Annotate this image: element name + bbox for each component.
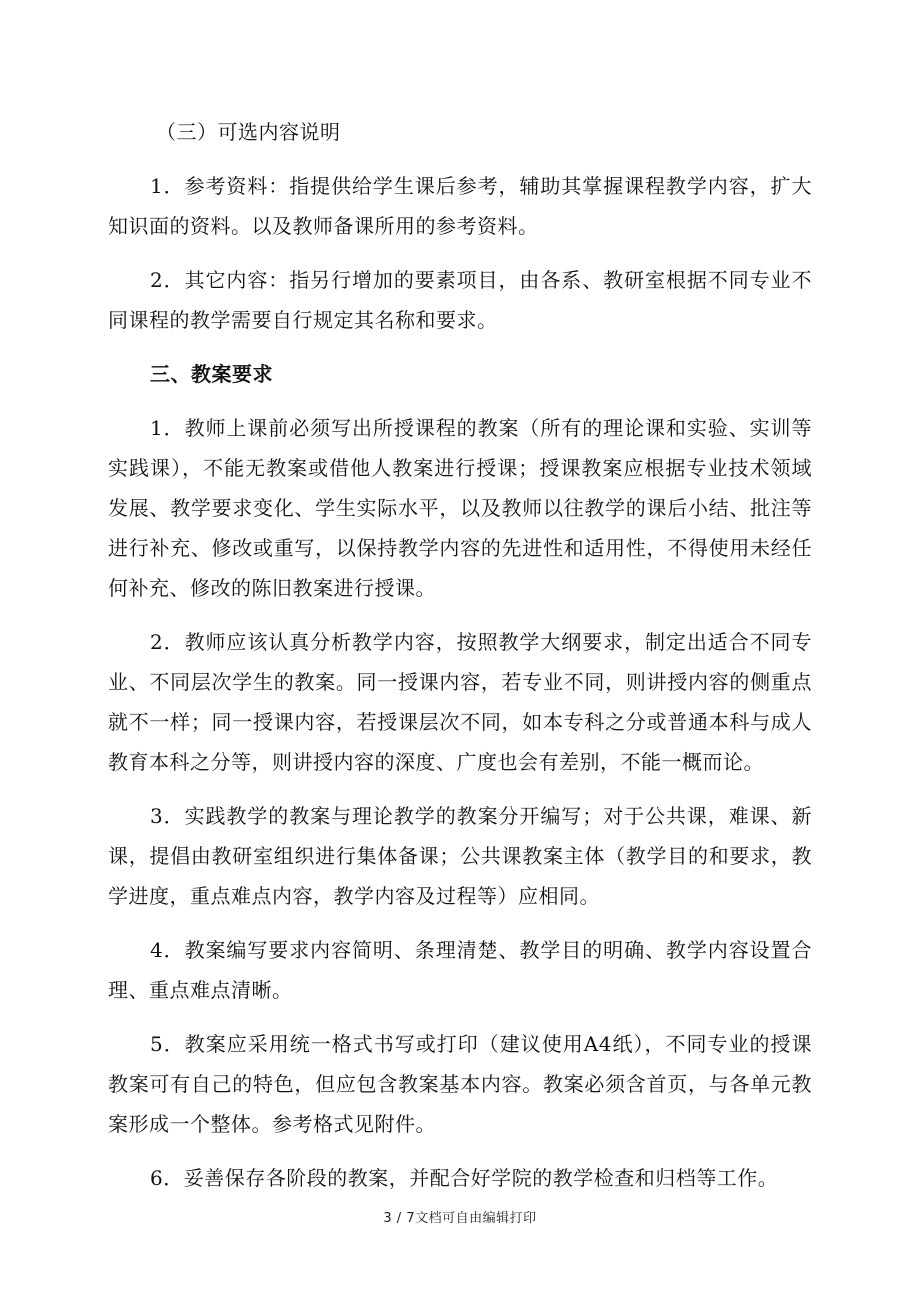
section-main-title: 三、教案要求 [150,362,273,386]
requirement-item-3: 3．实践教学的教案与理论教学的教案分开编写；对于公共课，难课、新课，提倡由教研室组织进行集体备课；公共课教案主体（教学目的和要求，教学进度，重点难点内容，教学内容及过程等）应相同。 [108,804,812,908]
optional-item-references: 1．参考资料：指提供给学生课后参考，辅助其掌握课程教学内容，扩大知识面的资料。以及教师备课所用的参考资料。 [108,174,812,238]
section-optional-title: （三）可选内容说明 [156,120,341,144]
document-body [108,112,812,1198]
requirement-item-2: 2．教师应该认真分析教学内容，按照教学大纲要求，制定出适合不同专业、不同层次学生的教案。同一授课内容，若专业不同，则讲授内容的侧重点就不一样；同一授课内容，若授课层次不同，如本专科之分或普通本科与成人教育本科之分等，则讲授内容的深度、广度也会有差别，不能一概而论。 [108,630,812,774]
requirement-item-1: 1．教师上课前必须写出所授课程的教案（所有的理论课和实验、实训等实践课），不能无教案或借他人教案进行授课；授课教案应根据专业技术领域发展、教学要求变化、学生实际水平，以及教师以往教学的课后小结、批注等进行补充、修改或重写，以保持教学内容的先进性和适用性，不得使用未经任何补充、修改的陈旧教案进行授课。 [108,416,812,600]
requirement-item-6: 6．妥善保存各阶段的教案，并配合好学院的教学检查和归档等工作。 [150,1166,779,1190]
optional-item-other: 2．其它内容：指另行增加的要素项目，由各系、教研室根据不同专业不同课程的教学需要自行规定其名称和要求。 [108,268,812,332]
page-footer: 3 / 7文档可自由编辑打印 [383,1211,537,1226]
requirement-item-5: 5．教案应采用统一格式书写或打印（建议使用A4纸），不同专业的授课教案可有自己的特色，但应包含教案基本内容。教案必须含首页，与各单元教案形成一个整体。参考格式见附件。 [108,1032,812,1136]
requirement-item-4: 4．教案编写要求内容简明、条理清楚、教学目的明确、教学内容设置合理、重点难点清晰。 [108,938,812,1002]
